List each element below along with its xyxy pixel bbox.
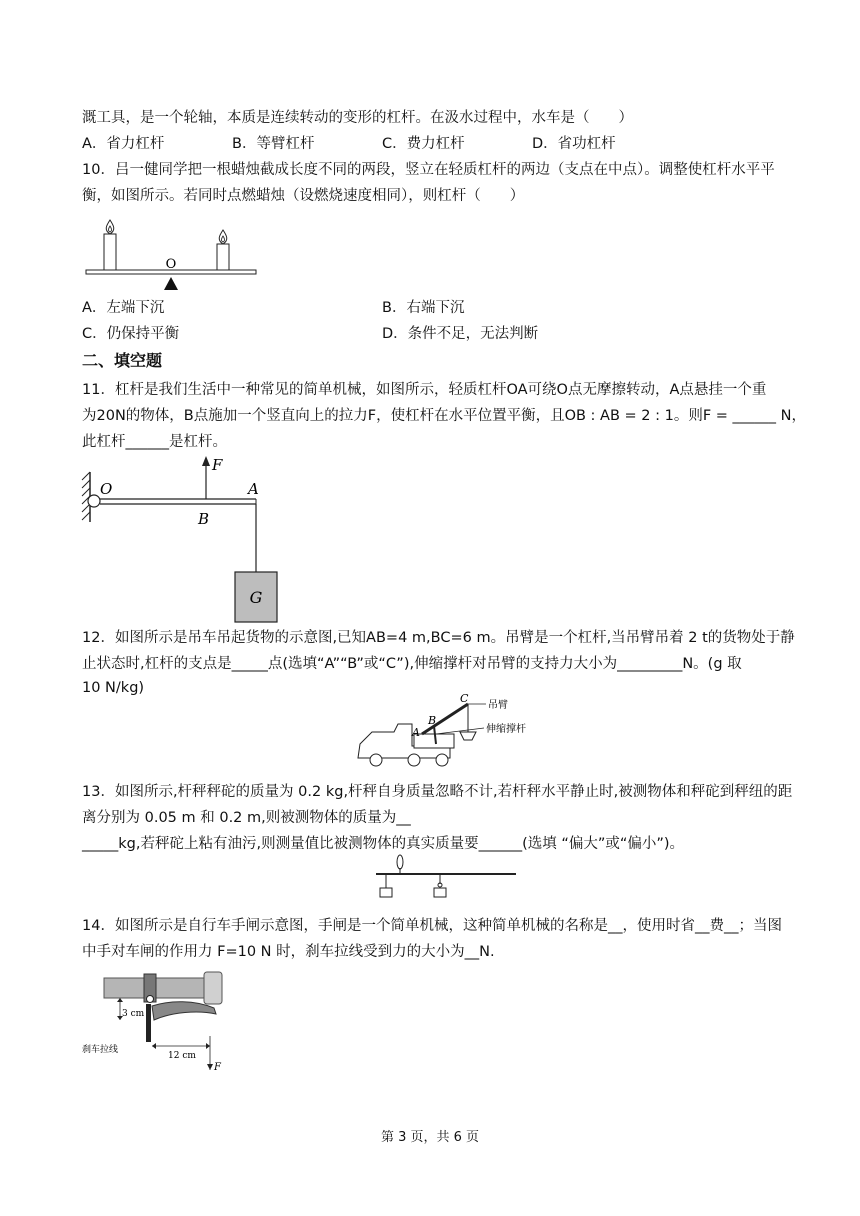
q14-text-line1: 14．如图所示是自行车手闸示意图，手闸是一个简单机械，这种简单机械的名称是__，使用时省__费__；当图: [82, 918, 782, 934]
q10-candle-lever-figure: [80, 210, 260, 300]
section-heading-fill-in: 二、填空题: [82, 351, 163, 370]
q12-strut-label: 伸缩撑杆: [486, 724, 526, 735]
q11-force-label: F: [212, 456, 223, 474]
q13-text-line2: 离分别为 0.05 m 和 0.2 m,则被测物体的质量为__: [82, 810, 411, 826]
q11-point-a-label: A: [248, 480, 259, 498]
q14-hand-brake-figure: [80, 966, 230, 1074]
q14-text-line2: 中手对车闸的作用力 F=10 N 时，刹车拉线受到力的大小为__N.: [82, 944, 495, 960]
q9-option-b[interactable]: B．等臂杠杆: [232, 136, 315, 152]
q12-point-c-label: C: [460, 694, 469, 705]
q10-text-line2: 衡，如图所示。若同时点燃蜡烛（设燃烧速度相同），则杠杆（ ）: [82, 188, 525, 204]
q14-dimension-12cm: 12 cm: [168, 1051, 196, 1061]
q10-option-c[interactable]: C．仍保持平衡: [82, 326, 180, 342]
q11-text-line1: 11．杠杆是我们生活中一种常见的简单机械，如图所示，轻质杠杆OA可绕O点无摩擦转动，A点悬挂一个重: [82, 382, 767, 398]
q10-option-a[interactable]: A．左端下沉: [82, 300, 165, 316]
q11-point-b-label: B: [198, 510, 210, 528]
q11-weight-label: G: [249, 588, 263, 607]
q13-text-line1: 13．如图所示,杆秤秤砣的质量为 0.2 kg,杆秤自身质量忽略不计,若杆秤水平静止时,被测物体和秤砣到秤纽的距: [82, 784, 793, 800]
q12-text-line1: 12．如图所示是吊车吊起货物的示意图,已知AB=4 m,BC=6 m。吊臂是一个杠杆,当吊臂吊着 2 t的货物处于静: [82, 630, 795, 646]
q12-text-line3: 10 N/kg): [82, 680, 145, 696]
q9-text-line1: 溉工具，是一个轮轴，本质是连续转动的变形的杠杆。在汲水过程中，水车是（ ）: [82, 110, 633, 126]
q14-cable-label: 刹车拉线: [82, 1045, 119, 1055]
q10-fulcrum-label: O: [165, 257, 177, 272]
q12-boom-label: 吊臂: [488, 700, 508, 711]
q11-point-o-label: O: [100, 480, 113, 498]
page-footer: 第 3 页，共 6 页: [380, 1130, 480, 1145]
q9-option-d[interactable]: D．省功杠杆: [532, 136, 616, 152]
q10-option-b[interactable]: B．右端下沉: [382, 300, 465, 316]
q9-option-a[interactable]: A．省力杠杆: [82, 136, 165, 152]
q11-text-line3: 此杠杆______是杠杆。: [82, 434, 227, 450]
q12-text-line2: 止状态时,杠杆的支点是_____点(选填“A”“B”或“C”),伸缩撑杆对吊臂的支持力大小为_________N。(g 取: [82, 656, 742, 672]
q12-crane-figure: [350, 694, 530, 774]
q10-option-d[interactable]: D．条件不足，无法判断: [382, 326, 539, 342]
q14-force-label: F: [214, 1062, 221, 1073]
q10-text-line1: 10．吕一健同学把一根蜡烛截成长度不同的两段，竖立在轻质杠杆的两边（支点在中点）。调整使杠杆水平平: [82, 162, 775, 178]
q12-point-b-label: B: [428, 714, 437, 727]
q9-option-c[interactable]: C．费力杠杆: [382, 136, 465, 152]
q14-dimension-3cm: 3 cm: [122, 1009, 145, 1019]
q12-point-a-label: A: [412, 726, 420, 739]
q11-text-line2: 为20N的物体，B点施加一个竖直向上的拉力F，使杠杆在水平位置平衡，且OB : AB = 2 : 1。则F = ______ N，: [82, 408, 806, 424]
q13-text-line3: _____kg,若秤砣上粘有油污,则测量值比被测物体的真实质量要______(选填 “偏大”或“偏小”)。: [82, 836, 685, 852]
q11-lever-figure: [80, 452, 290, 632]
q13-steelyard-figure: [370, 854, 520, 902]
